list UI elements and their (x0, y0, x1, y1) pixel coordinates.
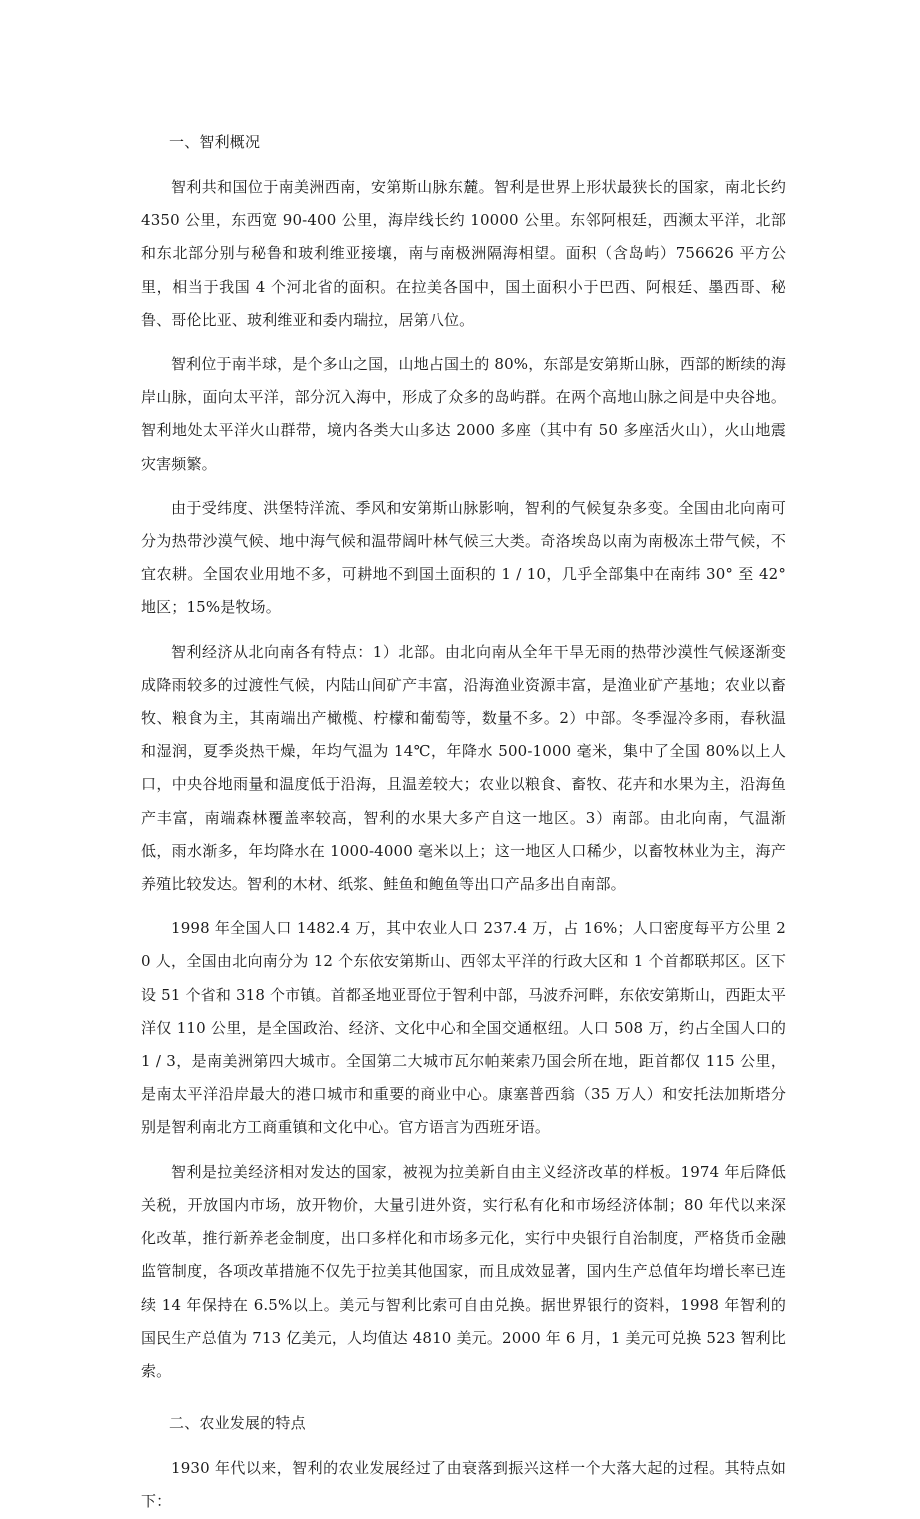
paragraph-climate: 由于受纬度、洪堡特洋流、季风和安第斯山脉影响，智利的气候复杂多变。全国由北向南可分为热带沙漠气候、地中海气候和温带阔叶林气候三大类。奇洛埃岛以南为南极冻土带气候，不宜农耕。全国农业用地不多，可耕地不到国土面积的 1 / 10，几乎全部集中在南纬 30° 至 42° 地区；15%是牧场。 (141, 498, 786, 617)
paragraph-overview-geography: 智利共和国位于南美洲西南，安第斯山脉东麓。智利是世界上形状最狭长的国家，南北长约 4350 公里，东西宽 90-400 公里，海岸线长约 10000 公里。东邻阿根廷，西濒太平洋，北部和东北部分别与秘鲁和玻利维亚接壤，南与南极洲隔海相望。面积（含岛屿）756626 平方公里，相当于我国 4 个河北省的面积。在拉美各国中，国土面积小于巴西、阿根廷、墨西哥、秘鲁、哥伦比亚、玻利维亚和委内瑞拉，居第八位。 (141, 178, 786, 329)
paragraph-regional-economy: 智利经济从北向南各有特点：1）北部。由北向南从全年干旱无雨的热带沙漠性气候逐渐变成降雨较多的过渡性气候，内陆山间矿产丰富，沿海渔业资源丰富，是渔业矿产基地；农业以畜牧、粮食为主，其南端出产橄榄、柠檬和葡萄等，数量不多。2）中部。冬季湿冷多雨，春秋温和湿润，夏季炎热干燥，年均气温为 14℃，年降水 500-1000 毫米，集中了全国 80%以上人口，中央谷地雨量和温度低于沿海，且温差较大；农业以粮食、畜牧、花卉和水果为主，沿海鱼产丰富，南端森林覆盖率较高，智利的水果大多产自这一地区。3）南部。由北向南，气温渐低，雨水渐多，年均降水在 1000-4000 毫米以上；这一地区人口稀少，以畜牧林业为主，海产养殖比较发达。智利的木材、纸浆、鲑鱼和鲍鱼等出口产品多出自南部。 (141, 642, 786, 894)
section-heading-1: 一、智利概况 (169, 133, 261, 151)
document-body (141, 126, 786, 1519)
section-heading-2: 二、农业发展的特点 (169, 1414, 306, 1433)
paragraph-economy-reform: 智利是拉美经济相对发达的国家，被视为拉美新自由主义经济改革的样板。1974 年后降低关税，开放国内市场，放开物价，大量引进外资，实行私有化和市场经济体制；80 年代以来深化改革，推行新养老金制度，出口多样化和市场多元化，实行中央银行自治制度，严格货币金融监管制度，各项改革措施不仅先于拉美其他国家，而且成效显著，国内生产总值年均增长率已连续 14 年保持在 6.5%以上。美元与智利比索可自由兑换。据世界银行的资料，1998 年智利的国民生产总值为 713 亿美元，人均值达 4810 美元。2000 年 6 月，1 美元可兑换 523 智利比索。 (141, 1162, 786, 1380)
paragraph-terrain-mountains: 智利位于南半球，是个多山之国，山地占国土的 80%，东部是安第斯山脉，西部的断续的海岸山脉，面向太平洋，部分沉入海中，形成了众多的岛屿群。在两个高地山脉之间是中央谷地。智利地处太平洋火山群带，境内各类大山多达 2000 多座（其中有 50 多座活火山），火山地震灾害频繁。 (141, 355, 786, 473)
paragraph-population-cities: 1998 年全国人口 1482.4 万，其中农业人口 237.4 万，占 16%；人口密度每平方公里 20 人，全国由北向南分为 12 个东依安第斯山、西邻太平洋的行政大区和 1 个首都联邦区。区下设 51 个省和 318 个市镇。首都圣地亚哥位于智利中部，马波乔河畔，东依安第斯山，西距太平洋仅 110 公里，是全国政治、经济、文化中心和全国交通枢纽。人口 508 万，约占全国人口的 1 / 3，是南美洲第四大城市。全国第二大城市瓦尔帕莱索乃国会所在地，距首都仅 115 公里，是南太平洋沿岸最大的港口城市和重要的商业中心。康塞普西翁（35 万人）和安托法加斯塔分别是智利南北方工商重镇和文化中心。官方语言为西班牙语。 (141, 919, 786, 1137)
paragraph-agriculture-intro: 1930 年代以来，智利的农业发展经过了由衰落到振兴这样一个大落大起的过程。其特点如下： (141, 1459, 786, 1511)
